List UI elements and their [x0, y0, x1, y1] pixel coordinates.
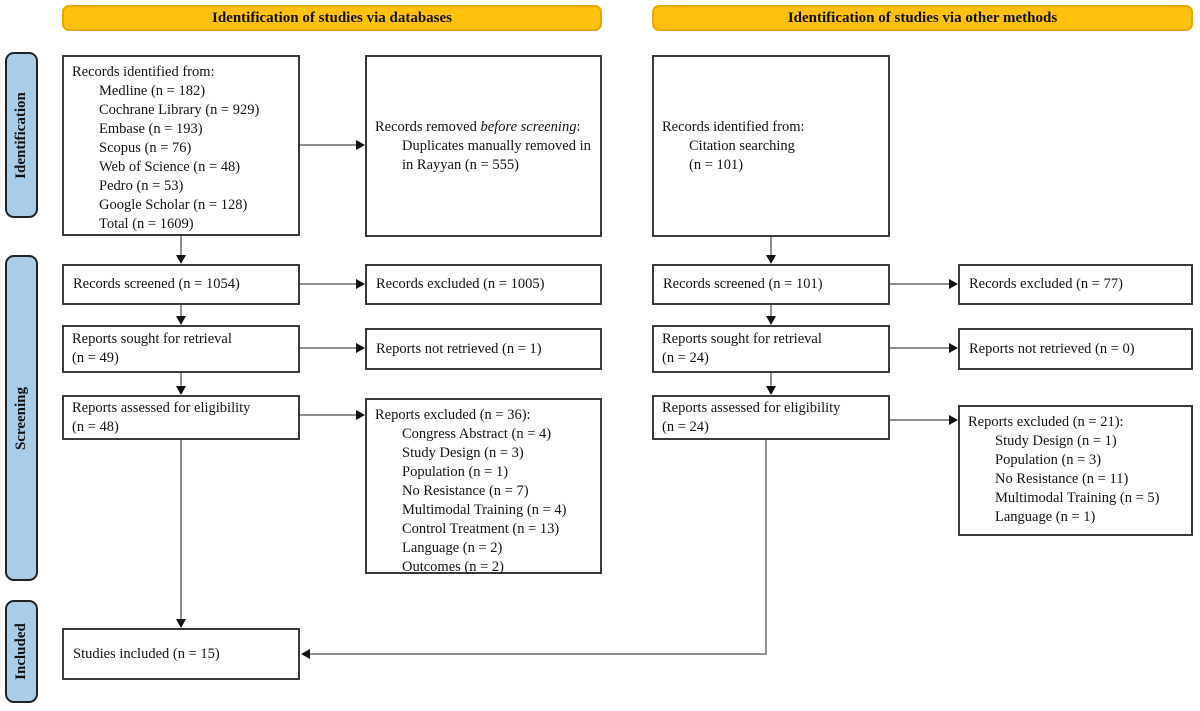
- box-text-line1: Reports assessed for eligibility: [662, 399, 841, 416]
- exclusion-item: Language (n = 2): [402, 540, 503, 556]
- source-item: Web of Science (n = 48): [99, 159, 241, 175]
- exclusion-item: Population (n = 3): [995, 452, 1102, 468]
- removed-item: Duplicates manually removed in: [402, 137, 591, 154]
- box-title: Reports excluded (n = 36):: [375, 407, 531, 423]
- arrowhead-right-icon: [356, 279, 365, 289]
- box-text-line1: Reports sought for retrieval: [662, 331, 822, 347]
- box-records-removed: [365, 55, 602, 237]
- title-suffix: :: [576, 118, 581, 135]
- box-text-line1: Reports assessed for eligibility: [72, 399, 251, 416]
- connector-sought-to-notretrieved-db: [300, 347, 357, 349]
- exclusion-item: Study Design (n = 3): [402, 445, 524, 461]
- connector-assessed-to-excluded-other: [890, 419, 950, 421]
- stage-identification: [5, 52, 38, 218]
- box-reports-assessed-other: [652, 395, 890, 440]
- arrowhead-right-icon: [356, 410, 365, 420]
- connector-identified-to-screened-db: [180, 236, 182, 257]
- box-title: Records identified from:: [662, 118, 805, 135]
- box-records-screened-other: [652, 264, 890, 305]
- exclusion-item: Population (n = 1): [402, 464, 509, 480]
- box-text: Reports not retrieved (n = 1): [376, 340, 542, 357]
- exclusion-item: Multimodal Training (n = 5): [995, 490, 1160, 506]
- source-item: Scopus (n = 76): [99, 140, 192, 156]
- box-reports-not-retrieved-databases: [365, 328, 602, 370]
- stage-included: [5, 600, 38, 703]
- box-text: Reports not retrieved (n = 0): [969, 340, 1135, 357]
- box-reports-not-retrieved-other: [958, 328, 1193, 370]
- box-text: Records screened (n = 1054): [73, 276, 240, 292]
- arrowhead-down-icon: [176, 255, 186, 264]
- connector-assessed-to-included: [180, 440, 182, 620]
- box-title: Records identified from:: [72, 64, 215, 80]
- box-records-excluded-databases: [365, 264, 602, 305]
- box-text-line2: (n = 49): [72, 350, 119, 366]
- exclusion-item: Multimodal Training (n = 4): [402, 502, 567, 518]
- box-records-identified-databases: [62, 55, 300, 236]
- box-text: Records excluded (n = 77): [969, 276, 1123, 292]
- stage-screening-label: Screening: [13, 386, 29, 450]
- arrowhead-down-icon: [766, 255, 776, 264]
- arrowhead-down-icon: [766, 386, 776, 395]
- box-text-line2: (n = 24): [662, 418, 709, 435]
- source-item: Embase (n = 193): [99, 121, 203, 137]
- box-title: [375, 118, 592, 137]
- arrowhead-down-icon: [176, 386, 186, 395]
- box-reports-excluded-other: [958, 405, 1193, 536]
- connector-sought-to-assessed-db: [180, 373, 182, 387]
- arrowhead-right-icon: [356, 343, 365, 353]
- arrowhead-down-icon: [176, 619, 186, 628]
- box-studies-included: [62, 628, 300, 680]
- box-records-identified-other: [652, 55, 890, 237]
- connector-sought-to-assessed-other: [770, 373, 772, 387]
- connector-identified-to-screened-other: [770, 237, 772, 257]
- arrowhead-right-icon: [949, 415, 958, 425]
- exclusion-item: No Resistance (n = 7): [402, 483, 529, 499]
- connector-other-assessed-to-included-vertical: [765, 440, 767, 655]
- box-text-line1: Reports sought for retrieval: [72, 331, 232, 347]
- exclusion-item: Study Design (n = 1): [995, 433, 1117, 449]
- box-reports-sought-other: [652, 325, 890, 373]
- connector-assessed-to-excluded-db: [300, 414, 357, 416]
- exclusion-item: Outcomes (n = 2): [402, 559, 505, 575]
- exclusion-item: Language (n = 1): [995, 509, 1096, 525]
- source-item: Pedro (n = 53): [99, 178, 184, 194]
- source-item: Total (n = 1609): [99, 216, 194, 232]
- stage-included-label: Included: [13, 623, 30, 680]
- box-reports-assessed-databases: [62, 395, 300, 440]
- arrowhead-right-icon: [356, 140, 365, 150]
- exclusion-item: Congress Abstract (n = 4): [402, 426, 552, 442]
- arrowhead-down-icon: [176, 316, 186, 325]
- source-item: Google Scholar (n = 128): [99, 197, 248, 213]
- arrowhead-down-icon: [766, 316, 776, 325]
- connector-screened-to-excluded-other: [890, 283, 950, 285]
- box-title: Reports excluded (n = 21):: [968, 414, 1124, 430]
- source-item: Cochrane Library (n = 929): [99, 102, 260, 118]
- connector-other-assessed-to-included-horizontal: [309, 653, 767, 655]
- box-text: Studies included (n = 15): [73, 645, 220, 662]
- connector-screened-to-excluded-db: [300, 283, 357, 285]
- title-italic: before screening: [480, 118, 577, 135]
- box-records-excluded-other: [958, 264, 1193, 305]
- removed-item: in Rayyan (n = 555): [402, 156, 519, 173]
- banner-other-methods: Identification of studies via other methods: [652, 5, 1193, 31]
- stage-identification-label: Identification: [13, 91, 30, 179]
- connector-identified-to-removed: [300, 144, 357, 146]
- exclusion-item: Control Treatment (n = 13): [402, 521, 560, 537]
- title-prefix: Records removed: [375, 118, 481, 135]
- source-item: (n = 101): [689, 156, 744, 173]
- source-item: Citation searching: [689, 137, 795, 154]
- box-records-screened-databases: [62, 264, 300, 305]
- box-text: Records screened (n = 101): [663, 276, 823, 292]
- box-text: Records excluded (n = 1005): [376, 276, 545, 292]
- box-reports-sought-databases: [62, 325, 300, 373]
- box-text-line2: (n = 48): [72, 418, 119, 435]
- stage-screening: [5, 255, 38, 581]
- arrowhead-right-icon: [949, 343, 958, 353]
- exclusion-item: No Resistance (n = 11): [995, 471, 1129, 487]
- box-text-line2: (n = 24): [662, 350, 709, 366]
- banner-databases: Identification of studies via databases: [62, 5, 602, 31]
- box-reports-excluded-databases: [365, 398, 602, 574]
- arrowhead-left-icon: [301, 649, 310, 659]
- source-item: Medline (n = 182): [99, 83, 206, 99]
- arrowhead-right-icon: [949, 279, 958, 289]
- connector-sought-to-notretrieved-other: [890, 347, 950, 349]
